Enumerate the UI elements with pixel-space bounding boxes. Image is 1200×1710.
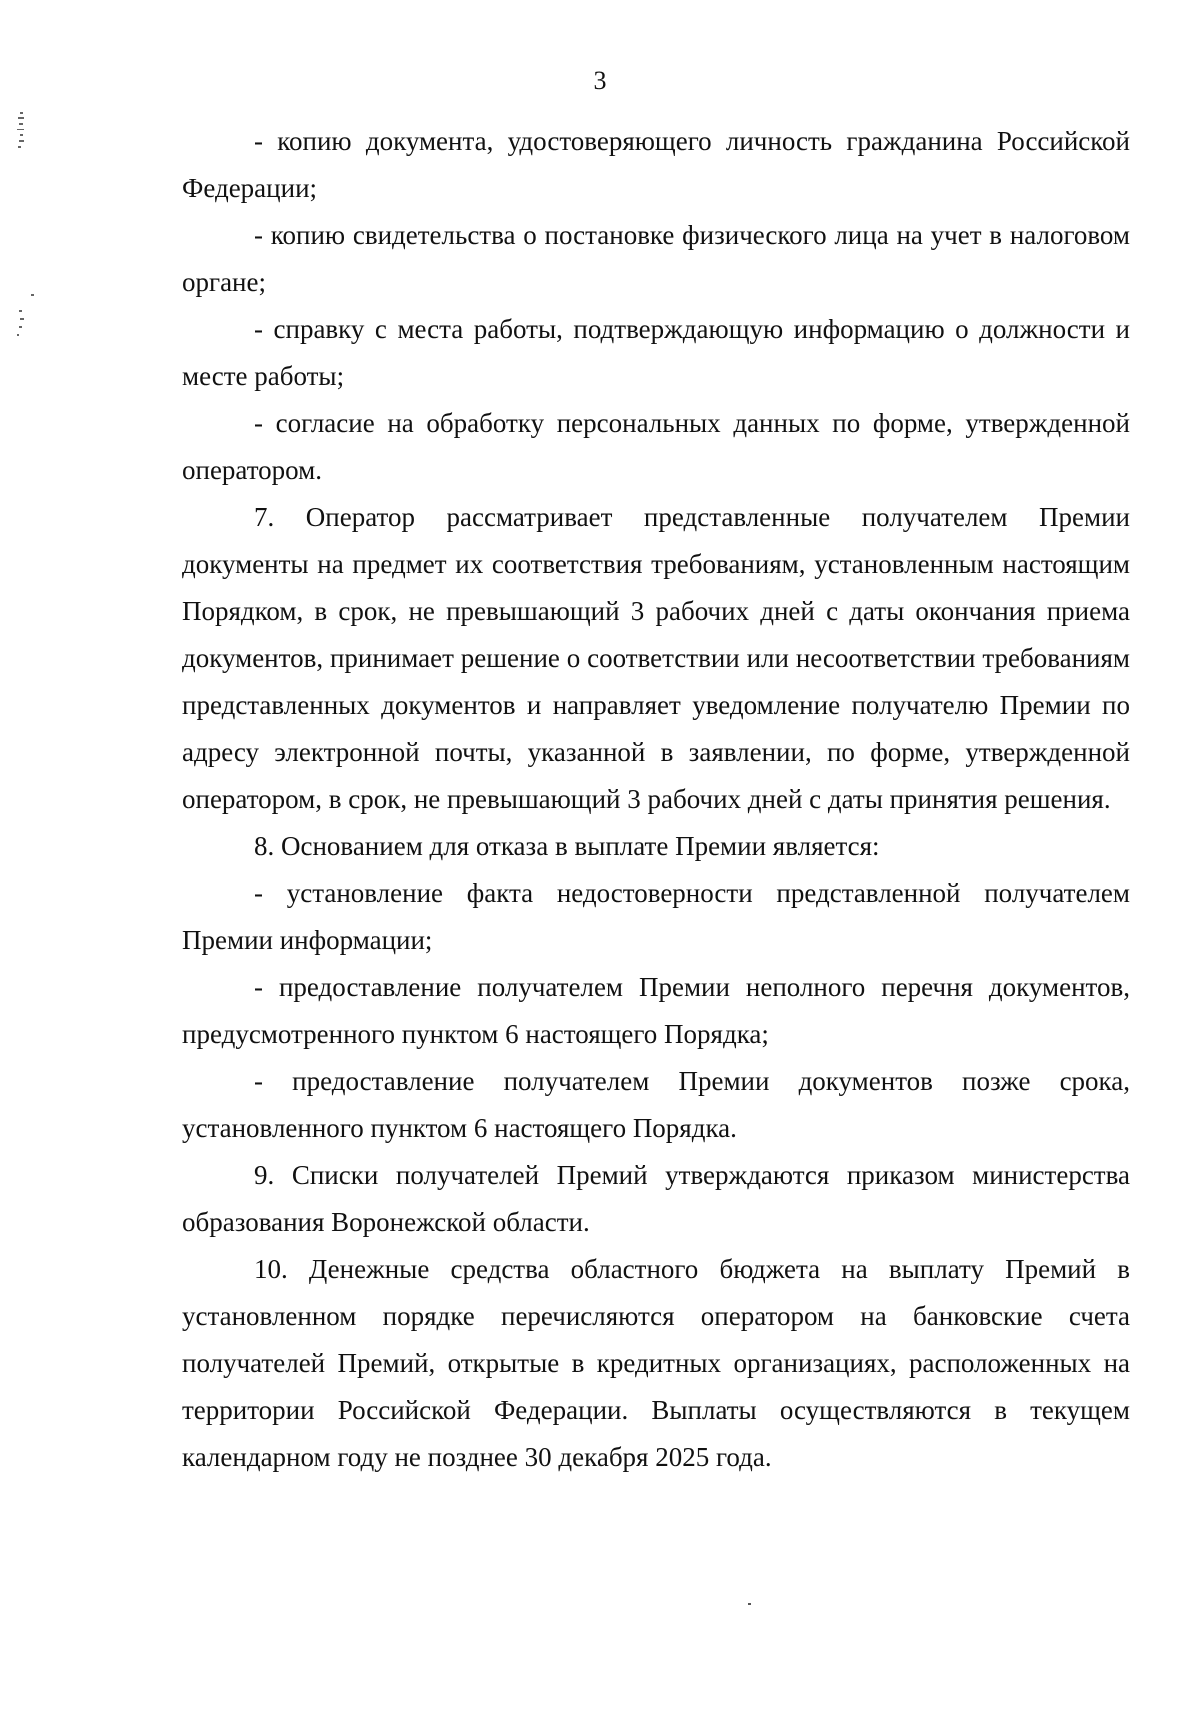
page-number: 3 <box>593 66 607 95</box>
clause-10: 10. Денежные средства областного бюджета на выплату Премий в установленном порядке перечисляются оператором на банковские счета получателей Премий, открытые в кредитных организациях, расположенных на территории Российской Федерации. Выплаты осуществляются в текущем календарном году не позднее 30 декабря 2025 года. <box>182 1254 1130 1472</box>
scan-artifact-dot <box>748 1603 751 1605</box>
refusal-reason-incomplete-documents: - предоставление получателем Премии неполного перечня документов, предусмотренного пунктом 6 настоящего Порядка; <box>182 972 1130 1049</box>
list-item-tax-registration-certificate: - копию свидетельства о постановке физического лица на учет в налоговом органе; <box>182 220 1130 297</box>
refusal-reason-unreliable-info: - установление факта недостоверности представленной получателем Премии информации; <box>182 878 1130 955</box>
refusal-reason-late-submission: - предоставление получателем Премии документов позже срока, установленного пунктом 6 настоящего Порядка. <box>182 1066 1130 1143</box>
list-item-employment-certificate: - справку с места работы, подтверждающую информацию о должности и месте работы; <box>182 314 1130 391</box>
list-item-personal-data-consent: - согласие на обработку персональных данных по форме, утвержденной оператором. <box>182 408 1130 485</box>
clause-9: 9. Списки получателей Премий утверждаются приказом министерства образования Воронежской области. <box>182 1160 1130 1237</box>
scan-artifact-marks <box>14 112 34 372</box>
list-item-identity-document-copy: - копию документа, удостоверяющего личность гражданина Российской Федерации; <box>182 126 1130 203</box>
clause-8: 8. Основанием для отказа в выплате Премии является: <box>254 831 880 861</box>
document-body <box>182 118 1130 1481</box>
clause-7: 7. Оператор рассматривает представленные получателем Премии документы на предмет их соответствия требованиям, установленным настоящим Порядком, в срок, не превышающий 3 рабочих дней с даты окончания приема документов, принимает решение о соответствии или несоответствии требованиям представленных документов и направляет уведомление получателю Премии по адресу электронной почты, указанной в заявлении, по форме, утвержденной оператором, в срок, не превышающий 3 рабочих дней с даты принятия решения. <box>182 502 1130 814</box>
